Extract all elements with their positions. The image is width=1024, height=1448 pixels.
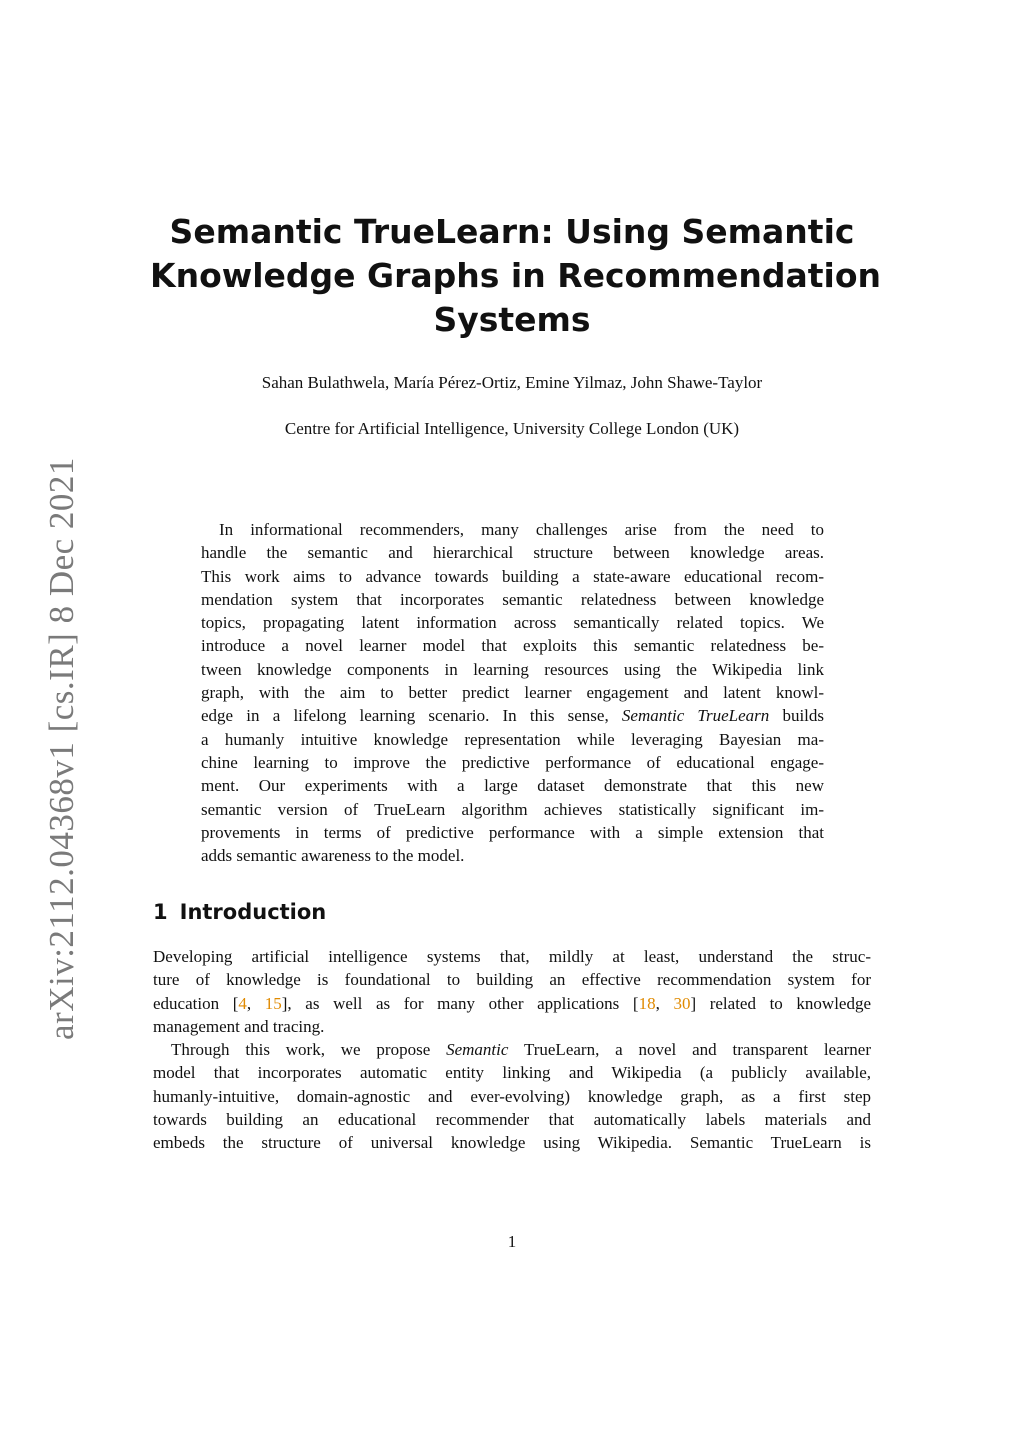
arxiv-identifier-stamp: arXiv:2112.04368v1 [cs.IR] 8 Dec 2021 bbox=[42, 457, 81, 1040]
abstract-line: In informational recommenders, many challenges arise from the need to bbox=[219, 520, 824, 539]
abstract-line: tween knowledge components in learning resources using the Wikipedia link bbox=[201, 659, 824, 679]
abstract-line: introduce a novel learner model that exploits this semantic relatedness be- bbox=[201, 636, 824, 656]
title-line: Systems bbox=[433, 300, 591, 339]
body-line: embeds the structure of universal knowledge using Wikipedia. Semantic TrueLearn is bbox=[153, 1133, 871, 1153]
abstract-line: graph, with the aim to better predict learner engagement and latent knowl- bbox=[201, 683, 824, 703]
body-text-fragment: Through this work, we propose bbox=[171, 1040, 431, 1060]
body-line: towards building an educational recommender that automatically labels materials and bbox=[153, 1110, 871, 1130]
introduction-body bbox=[153, 945, 871, 1155]
citation-link[interactable]: 4 bbox=[238, 993, 247, 1013]
body-text-fragment: , bbox=[246, 993, 265, 1013]
citation-link[interactable]: 30 bbox=[673, 993, 691, 1013]
paper-title bbox=[150, 210, 882, 342]
abstract-text: edge in a lifelong learning scenario. In this sense, bbox=[201, 706, 609, 726]
body-line bbox=[153, 992, 871, 1015]
abstract-line: semantic version of TrueLearn algorithm achieves statistically significant im- bbox=[201, 799, 824, 819]
citation-link[interactable]: 15 bbox=[264, 993, 282, 1013]
page-number: 1 bbox=[507, 1232, 517, 1251]
section-number: 1 bbox=[153, 900, 168, 924]
title-line: Semantic TrueLearn: Using Semantic bbox=[169, 212, 855, 251]
body-line: humanly-intuitive, domain-agnostic and ever-evolving) knowledge graph, as a first step bbox=[153, 1086, 871, 1106]
section-heading-introduction bbox=[153, 898, 326, 926]
abstract-line: chine learning to improve the predictive performance of educational engage- bbox=[201, 752, 824, 772]
abstract-line: topics, propagating latent information across semantically related topics. We bbox=[201, 613, 824, 633]
body-line: ture of knowledge is foundational to building an effective recommendation system for bbox=[153, 970, 871, 990]
abstract-line bbox=[201, 704, 824, 727]
author-list: Sahan Bulathwela, María Pérez-Ortiz, Emine Yilmaz, John Shawe-Taylor bbox=[261, 373, 763, 392]
body-text-fragment: education [ bbox=[153, 993, 239, 1013]
abstract-line: a humanly intuitive knowledge representation while leveraging Bayesian ma- bbox=[201, 729, 824, 749]
abstract bbox=[201, 518, 824, 867]
abstract-line: ment. Our experiments with a large dataset demonstrate that this new bbox=[201, 776, 824, 796]
section-title: Introduction bbox=[179, 900, 327, 924]
title-line: Knowledge Graphs in Recommendation bbox=[150, 256, 882, 295]
body-text-fragment: ], as well as for many other applications [ bbox=[281, 993, 639, 1013]
emphasis-semantic-truelearn: Semantic TrueLearn bbox=[621, 706, 770, 726]
body-line: model that incorporates automatic entity linking and Wikipedia (a publicly available, bbox=[153, 1063, 871, 1083]
abstract-text: builds bbox=[782, 706, 824, 726]
abstract-line: adds semantic awareness to the model. bbox=[201, 846, 465, 866]
body-text-fragment: , bbox=[655, 993, 674, 1013]
body-text-fragment: ] related to knowledge bbox=[690, 993, 871, 1013]
citation-link[interactable]: 18 bbox=[638, 993, 656, 1013]
abstract-line: mendation system that incorporates semantic relatedness between knowledge bbox=[201, 589, 824, 609]
body-line: Developing artificial intelligence systems that, mildly at least, understand the struc- bbox=[153, 947, 871, 966]
abstract-line: handle the semantic and hierarchical structure between knowledge areas. bbox=[201, 543, 824, 563]
affiliation: Centre for Artificial Intelligence, University College London (UK) bbox=[284, 419, 740, 438]
abstract-line: This work aims to advance towards building a state-aware educational recom- bbox=[201, 566, 824, 586]
body-text-fragment: TrueLearn, a novel and transparent learner bbox=[523, 1040, 871, 1060]
abstract-line: provements in terms of predictive performance with a simple extension that bbox=[201, 822, 824, 842]
body-line: management and tracing. bbox=[153, 1016, 325, 1036]
body-line bbox=[153, 1038, 871, 1061]
emphasis-semantic: Semantic bbox=[446, 1040, 509, 1060]
